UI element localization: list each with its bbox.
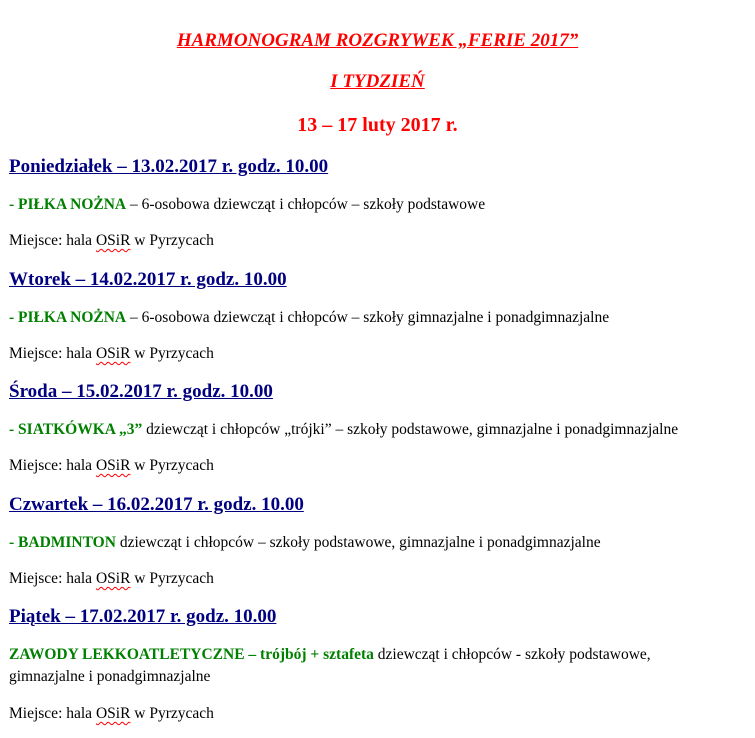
place-suffix: w Pyrzycach: [130, 705, 214, 722]
discipline-name: BADMINTON: [18, 534, 116, 551]
event-line-wednesday: [9, 421, 678, 439]
event-line-tuesday: [9, 309, 609, 327]
place-suffix: w Pyrzycach: [130, 345, 214, 362]
place-suffix: w Pyrzycach: [130, 570, 214, 587]
day-heading-thursday: Czwartek – 16.02.2017 r. godz. 10.00: [9, 494, 304, 515]
place-prefix: Miejsce: hala: [9, 345, 96, 362]
venue-name: OSiR: [95, 705, 131, 722]
event-description: dziewcząt i chłopców – szkoły podstawowe, gimnazjalne i ponadgimnazjalne: [115, 534, 601, 551]
dash: -: [9, 534, 19, 551]
day-heading-tuesday: Wtorek – 14.02.2017 r. godz. 10.00: [9, 269, 287, 290]
dash: -: [9, 196, 19, 213]
week-label: I TYDZIEŃ: [330, 71, 425, 92]
day-heading-monday: Poniedziałek – 13.02.2017 r. godz. 10.00: [9, 156, 329, 177]
venue-name: OSiR: [95, 570, 131, 587]
place-line-monday: [9, 232, 214, 250]
day-heading-friday: Piątek – 17.02.2017 r. godz. 10.00: [9, 606, 277, 627]
dash: -: [9, 421, 19, 438]
event-line-friday: [9, 646, 651, 664]
place-line-tuesday: [9, 345, 214, 363]
event-description: dziewcząt i chłopców „trójki” – szkoły podstawowe, gimnazjalne i ponadgimnazjalne: [142, 421, 679, 438]
place-prefix: Miejsce: hala: [9, 232, 96, 249]
place-line-friday: [9, 705, 214, 723]
place-prefix: Miejsce: hala: [9, 705, 96, 722]
place-line-thursday: [9, 570, 214, 588]
event-line-monday: [9, 196, 485, 214]
event-line-thursday: [9, 534, 601, 552]
venue-name: OSiR: [95, 345, 131, 362]
day-heading-wednesday: Środa – 15.02.2017 r. godz. 10.00: [9, 381, 273, 402]
discipline-name: PIŁKA NOŻNA: [18, 309, 127, 326]
event-line-friday-continued: gimnazjalne i ponadgimnazjalne: [9, 668, 211, 685]
place-prefix: Miejsce: hala: [9, 457, 96, 474]
dash: -: [9, 309, 19, 326]
discipline-name: SIATKÓWKA „3”: [18, 421, 143, 438]
date-range: 13 – 17 luty 2017 r.: [297, 114, 458, 136]
event-description: dziewcząt i chłopców - szkoły podstawowe,: [373, 646, 651, 663]
discipline-name: PIŁKA NOŻNA: [18, 196, 127, 213]
place-suffix: w Pyrzycach: [130, 457, 214, 474]
place-suffix: w Pyrzycach: [130, 232, 214, 249]
place-prefix: Miejsce: hala: [9, 570, 96, 587]
discipline-name: ZAWODY LEKKOATLETYCZNE – trójbój + sztafeta: [9, 646, 374, 663]
document-title: HARMONOGRAM ROZGRYWEK „FERIE 2017”: [176, 30, 579, 51]
place-line-wednesday: [9, 457, 214, 475]
event-description: – 6-osobowa dziewcząt i chłopców – szkoły gimnazjalne i ponadgimnazjalne: [126, 309, 610, 326]
venue-name: OSiR: [95, 232, 131, 249]
event-description: – 6-osobowa dziewcząt i chłopców – szkoły podstawowe: [126, 196, 486, 213]
venue-name: OSiR: [95, 457, 131, 474]
